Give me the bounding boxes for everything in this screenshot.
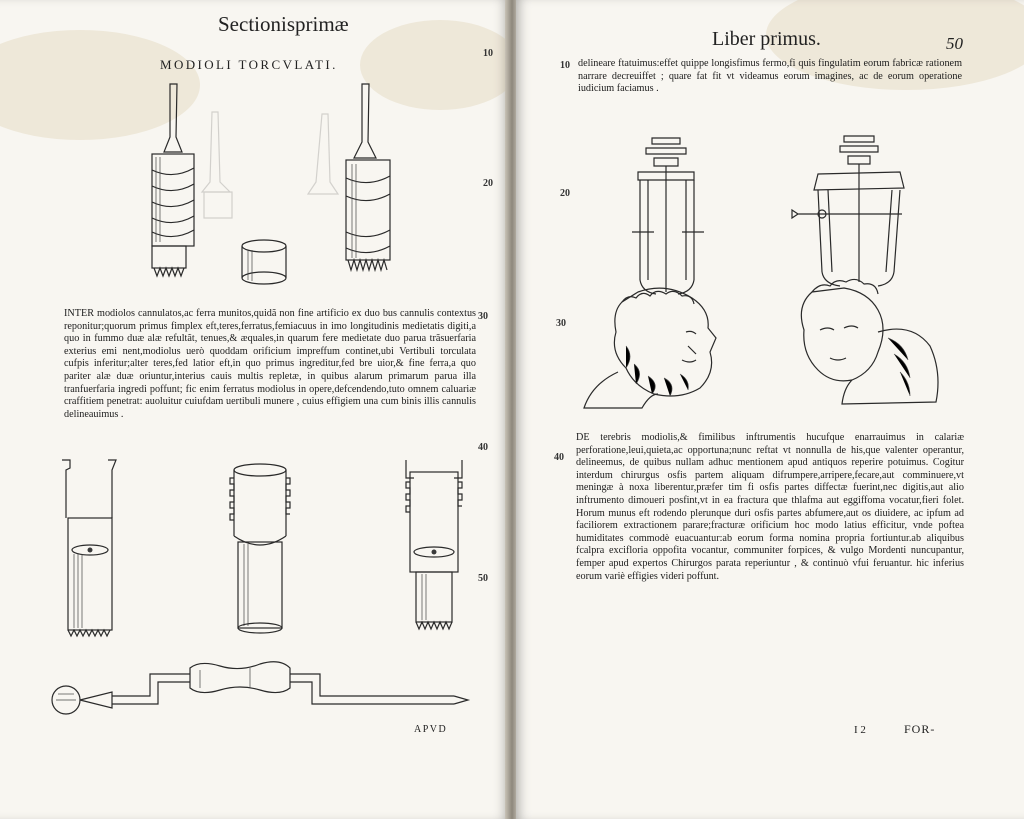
paragraph (576, 432, 964, 583)
cannula-illustrations (56, 458, 476, 638)
modiolus-tapered-screw (152, 84, 194, 276)
margin-number: 40 (554, 452, 564, 463)
catchword: FOR- (904, 722, 936, 736)
catchword: APVD (414, 724, 448, 735)
running-head: Liber primus. (712, 28, 821, 50)
brace-drill-handle (50, 656, 470, 724)
trephine-on-young-head (792, 136, 938, 404)
margin-number: 20 (560, 188, 570, 199)
margin-number: 30 (478, 311, 488, 322)
left-page (0, 0, 508, 819)
modiolus-short-ring (242, 240, 286, 284)
cannula-serrated-cylinder (230, 464, 290, 633)
trephine-on-bearded-head (584, 138, 716, 408)
right-page (516, 0, 1024, 819)
cannula-open-winged (62, 460, 116, 636)
top-text: delineare ftatuimus:effet quippe longisfimus fermo,fi quis fingulatim eorum fabricæ rationem narrare decreuiffet ; quare fat fit vt videamus eorum imagines, ac de eorum operatione iudicium faciamus . (578, 58, 962, 95)
trephine-illustrations (582, 132, 962, 414)
modiolus-tapered-plain (346, 84, 390, 270)
paragraph-text: terebris modiolis,& fimilibus inftrumentis hucufque enarrauimus in calariæ perforatione,leui,quieta,ac opportuna;nunc reftat vt nonnulla de his,que valenter operantur, delineemus, de quibus nullam adhuc mentionem apud antiquos reperire potuimus. Cogitur interdum chirurgus osfis partem aliquam difrumpere,arripere,fecare,aut comminuere,vt meningæ à noxa liberentur,præfer tim fi osfis partes diffectæ fuerint,nec digitis,aut alio inftrumento dimoueri posfint,vt in ea fractura que thlafma aut eggiffoma vocatur,fieri folet. Horum munus eft rodendo plerunque duri osfis partes abfumere,aut os diuidere, ac ipfum ad faciliorem extractionem parare;fracturæ orificium hoc modo latius efficitur, vnde poftea humiditates commodè euacuantur:ab eorum forma nomina propria fortiuntur.ab aliquibus fcalpra excifloria oppofita vocantur, communiter forpices, & vulgo Mordenti nuncupantur, femper apud expertos Chirurgos parata reperiuntur , & continuò vfui feruantur. hic inferius eorum variè effigies videri poffunt. (576, 432, 964, 582)
cannula-winged-frame (406, 460, 462, 629)
paragraph-initial: INTER (64, 308, 94, 319)
margin-number: 20 (483, 178, 493, 189)
paragraph-initial: DE (576, 432, 590, 443)
margin-number: 50 (478, 573, 488, 584)
margin-number: 40 (478, 442, 488, 453)
top-paragraph (578, 58, 962, 96)
folio-number: 50 (946, 34, 963, 53)
margin-number: 30 (556, 318, 566, 329)
paragraph-text: modiolos cannulatos,ac ferra munitos,quidã non fine artificio ex duo bus cannulis contextus reponitur;quorum primus fimplex eft,teres,ferratus,femiacuus in imo longitudinis medietatis digiti,a quo in fummo duæ alæ refultãt, tenues,& æquales,in quarum fere medietate duo parua trãsuerfaria exterius emi nent,modiolus uerò quoddam orificium impreffum continet,ubi Vertibuli torculata cufpis inferitur;alter teres,fed latior eft,in quo primus ingreditur,fed bre uior,& fine ferra,a quo pariter alæ duæ oriuntur,interius cauis multis repletæ, in quibus alarum primarum parua illa tranfuerfaria ingredi poffunt; fic enim ferratus modiolus in opere,defcendendo,tuto omnem caluariæ craffitiem penetrat: auoluitur cuiufdam uertibuli munere , cuius effigiem una cum binis illis cannulis delineauimus . (64, 308, 477, 420)
running-head: Sectionisprimæ (218, 12, 349, 36)
margin-number: 10 (483, 48, 493, 59)
modiolus-illustrations (140, 82, 460, 297)
section-title: MODIOLI TORCVLATI. (160, 57, 338, 72)
margin-number: 10 (560, 60, 570, 71)
paragraph (64, 308, 476, 421)
signature-mark: I 2 (854, 724, 866, 736)
